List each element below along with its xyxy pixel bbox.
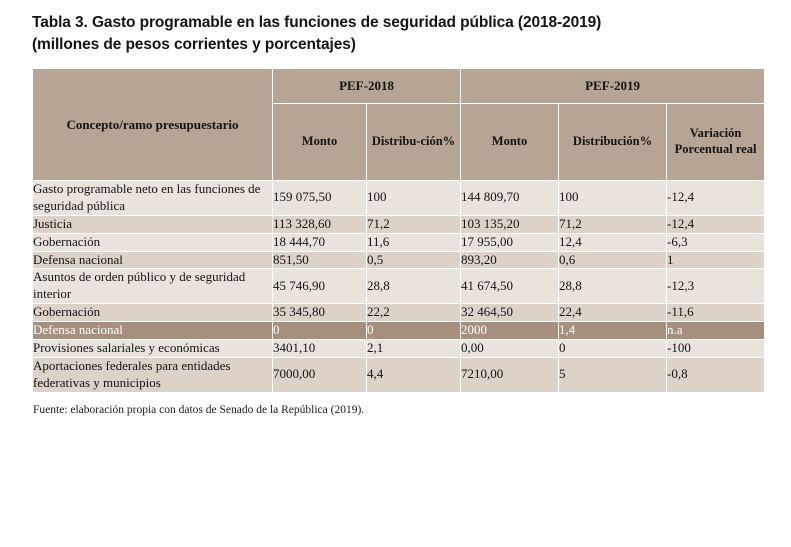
table-row: [33, 357, 765, 392]
header-variacion-porcentual-real: Variación Porcentual real: [667, 104, 765, 181]
row-variacion: -11,6: [667, 304, 765, 322]
header-distribucion-2019: Distribución%: [559, 104, 667, 181]
row-distribucion-2018: 0: [367, 322, 461, 340]
row-distribucion-2019: 100: [559, 181, 667, 216]
row-distribucion-2019: 0: [559, 340, 667, 358]
table-row: [33, 215, 765, 233]
row-monto-2019: 17 955,00: [461, 233, 559, 251]
table-body: [33, 181, 765, 393]
row-monto-2019: 893,20: [461, 251, 559, 269]
table-source-note: Fuente: elaboración propia con datos de Senado de la República (2019).: [33, 403, 365, 416]
row-monto-2018: 159 075,50: [273, 181, 367, 216]
row-monto-2018: 113 328,60: [273, 215, 367, 233]
row-variacion: n.a: [667, 322, 765, 340]
row-monto-2019: 2000: [461, 322, 559, 340]
row-distribucion-2018: 11,6: [367, 233, 461, 251]
row-monto-2019: 41 674,50: [461, 269, 559, 304]
header-group-pef-2018: PEF-2018: [273, 69, 461, 104]
row-distribucion-2019: 1,4: [559, 322, 667, 340]
budget-table: [32, 68, 765, 393]
row-monto-2018: 18 444,70: [273, 233, 367, 251]
row-variacion: 1: [667, 251, 765, 269]
row-distribucion-2019: 22,4: [559, 304, 667, 322]
row-distribucion-2019: 5: [559, 357, 667, 392]
table-row: [33, 181, 765, 216]
row-distribucion-2018: 28,8: [367, 269, 461, 304]
header-monto-2019: Monto: [461, 104, 559, 181]
header-distribucion-2018: Distribu-ción%: [367, 104, 461, 181]
row-variacion: -0,8: [667, 357, 765, 392]
table-row: [33, 304, 765, 322]
table-row: [33, 233, 765, 251]
row-distribucion-2018: 0,5: [367, 251, 461, 269]
row-concept: Defensa nacional: [33, 322, 273, 340]
row-monto-2019: 32 464,50: [461, 304, 559, 322]
row-concept: Gobernación: [33, 304, 273, 322]
row-concept: Provisiones salariales y económicas: [33, 340, 273, 358]
table-group-header-row: [33, 69, 765, 104]
row-distribucion-2019: 12,4: [559, 233, 667, 251]
row-distribucion-2018: 100: [367, 181, 461, 216]
row-monto-2019: 144 809,70: [461, 181, 559, 216]
table-header: [33, 69, 765, 181]
row-concept: Asuntos de orden público y de seguridad interior: [33, 269, 273, 304]
row-distribucion-2018: 2,1: [367, 340, 461, 358]
table-caption-line-1: Tabla 3. Gasto programable en las funciones de seguridad pública (2018-2019): [32, 14, 602, 31]
row-concept: Defensa nacional: [33, 251, 273, 269]
row-variacion: -12,4: [667, 181, 765, 216]
row-monto-2018: 7000,00: [273, 357, 367, 392]
row-variacion: -12,3: [667, 269, 765, 304]
header-group-pef-2019: PEF-2019: [461, 69, 765, 104]
header-monto-2018: Monto: [273, 104, 367, 181]
table-row: [33, 251, 765, 269]
row-concept: Gasto programable neto en las funciones de seguridad pública: [33, 181, 273, 216]
header-concept: Concepto/ramo presupuestario: [33, 69, 273, 181]
table-caption: [32, 12, 763, 56]
table-row: [33, 269, 765, 304]
row-distribucion-2018: 4,4: [367, 357, 461, 392]
row-monto-2019: 7210,00: [461, 357, 559, 392]
row-distribucion-2018: 71,2: [367, 215, 461, 233]
row-distribucion-2018: 22,2: [367, 304, 461, 322]
row-monto-2018: 851,50: [273, 251, 367, 269]
row-distribucion-2019: 71,2: [559, 215, 667, 233]
table-row: [33, 322, 765, 340]
row-monto-2018: 3401,10: [273, 340, 367, 358]
table-row: [33, 340, 765, 358]
row-monto-2019: 0,00: [461, 340, 559, 358]
table-caption-line-2: (millones de pesos corrientes y porcentajes): [32, 36, 356, 53]
row-monto-2018: 45 746,90: [273, 269, 367, 304]
row-distribucion-2019: 0,6: [559, 251, 667, 269]
row-variacion: -12,4: [667, 215, 765, 233]
row-monto-2019: 103 135,20: [461, 215, 559, 233]
row-variacion: -100: [667, 340, 765, 358]
row-concept: Gobernación: [33, 233, 273, 251]
row-distribucion-2019: 28,8: [559, 269, 667, 304]
row-concept: Aportaciones federales para entidades federativas y municipios: [33, 357, 273, 392]
row-concept: Justicia: [33, 215, 273, 233]
row-variacion: -6,3: [667, 233, 765, 251]
row-monto-2018: 35 345,80: [273, 304, 367, 322]
row-monto-2018: 0: [273, 322, 367, 340]
